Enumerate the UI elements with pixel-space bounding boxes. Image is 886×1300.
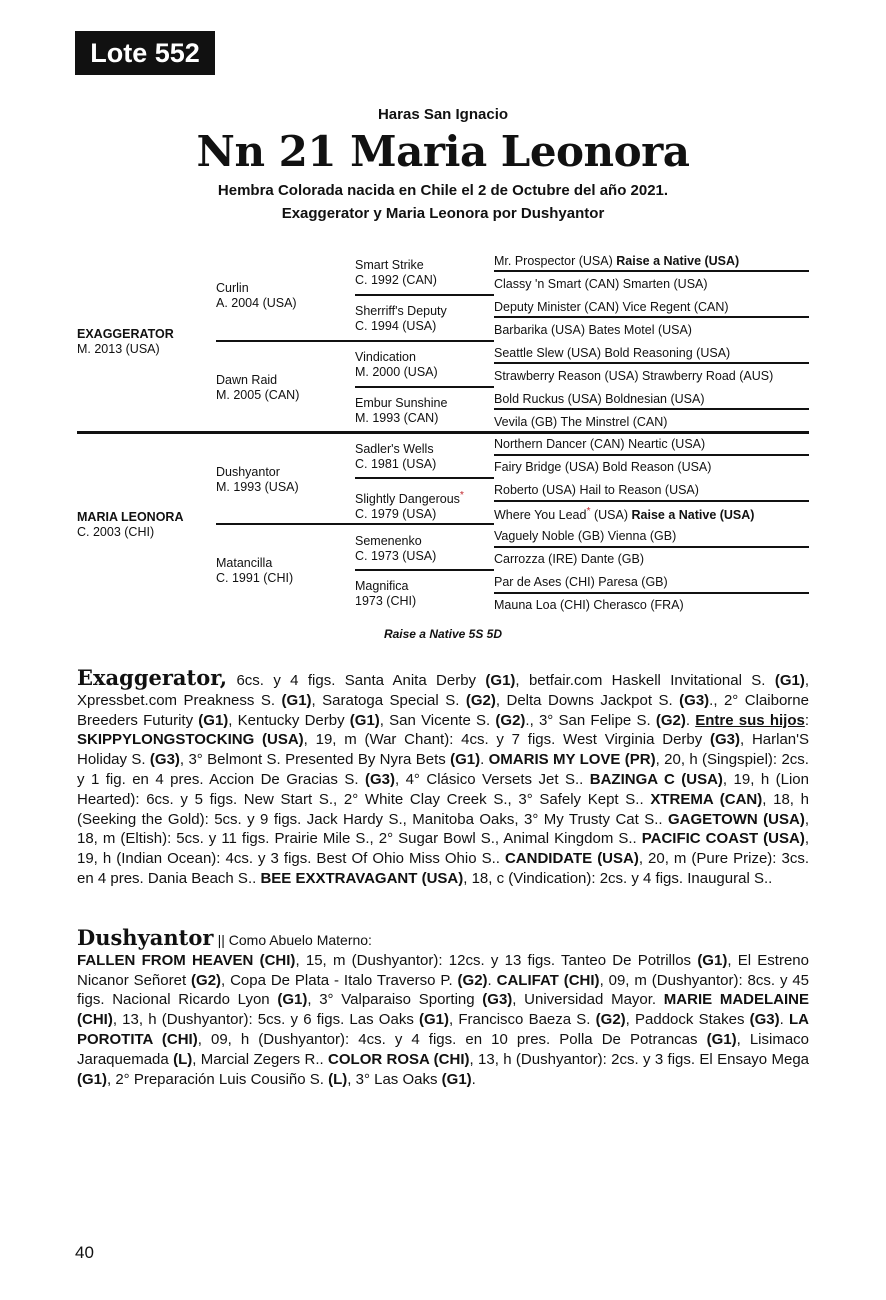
pedigree-line: [494, 454, 809, 456]
pedigree-gen2-3: [216, 465, 299, 495]
pedigree-line: [494, 270, 809, 272]
pedigree-divider: [77, 431, 809, 434]
breeder-name: Haras San Ignacio: [377, 106, 509, 123]
gen3-info: C. 1992 (CAN): [355, 273, 437, 287]
gen4-row: Bold Ruckus (USA) Boldnesian (USA): [494, 392, 705, 406]
gen2-name: Dushyantor: [216, 465, 280, 479]
gen4-row: Barbarika (USA) Bates Motel (USA): [494, 323, 692, 337]
gen4-row: Classy 'n Smart (CAN) Smarten (USA): [494, 277, 708, 291]
gen4-row: Where You Lead* (USA) Raise a Native (USA): [494, 506, 755, 523]
pedigree-sire: [77, 327, 174, 357]
gen3-name: Slightly Dangerous*: [355, 490, 464, 507]
dam-name: MARIA LEONORA: [77, 510, 184, 524]
star-mark: *: [459, 490, 464, 501]
dam-sire-paragraph: Dushyantor || Como Abuelo Materno: FALLEN FROM HEAVEN (CHI), 15, m (Dushyantor): 12cs. y 13 figs. Tanteo De Potrillos (G1), El Estreno Nicanor Señoret (G2), Copa De Plata - Italo Traverso P. (G2). CALIFAT (CHI), 09, m (Dushyantor): 8cs. y 45 figs. Nacional Ricardo Lyon (G1), 3° Valparaiso Sporting (G3), Universidad Mayor. MARIE MADELAINE (CHI), 13, h (Dushyantor): 5cs. y 6 figs. Las Oaks (G1), Francisco Baeza S. (G2), Paddock Stakes (G3). LA POROTITA (CHI), 09, h (Dushyantor): 4cs. y 4 figs. en 10 pres. Polla De Potrancas (G1), Lisimaco Jaraquemada (L), Marcial Zegers R.. COLOR ROSA (CHI), 13, h (Dushyantor): 2cs. y 3 figs. El Ensayo Mega (G1), 2° Preparación Luis Cousiño S. (L), 3° Las Oaks (G1).: [77, 925, 810, 1088]
pedigree-line: [355, 294, 494, 296]
gen3-info: C. 1979 (USA): [355, 507, 437, 522]
gen4-row: Vaguely Noble (GB) Vienna (GB): [494, 529, 677, 543]
pedigree-line: [494, 546, 809, 548]
sire-name: EXAGGERATOR: [77, 327, 174, 341]
pedigree-gen3-3: [355, 350, 438, 380]
gen2-info: M. 1993 (USA): [216, 480, 299, 494]
gen3-info: C. 1994 (USA): [355, 319, 437, 333]
gen3-name: Vindication: [355, 350, 416, 364]
gen4-row: Fairy Bridge (USA) Bold Reason (USA): [494, 460, 712, 474]
pedigree-gen3-4: [355, 396, 447, 426]
pedigree-gen3-1: [355, 258, 437, 288]
pedigree-gen2-1: [216, 281, 297, 311]
gen4-row: Roberto (USA) Hail to Reason (USA): [494, 483, 699, 497]
sire-info: M. 2013 (USA): [77, 342, 160, 356]
gen4-row: Deputy Minister (CAN) Vice Regent (CAN): [494, 300, 729, 314]
gen2-name: Curlin: [216, 281, 249, 295]
gen2-info: C. 1991 (CHI): [216, 571, 294, 585]
gen3-info: C. 1973 (USA): [355, 549, 437, 563]
pedigree-gen3-7: [355, 534, 436, 564]
gen3-info: 1973 (CHI): [355, 594, 417, 608]
gen2-info: M. 2005 (CAN): [216, 388, 300, 402]
lot-label: Lote 552: [75, 31, 215, 75]
gen4-row: Mr. Prospector (USA) Raise a Native (USA): [494, 254, 740, 268]
pedigree-line: [216, 523, 494, 525]
gen3-name: Embur Sunshine: [355, 396, 448, 410]
horse-name: Nn 21 Maria Leonora: [196, 127, 690, 176]
dam-info: C. 2003 (CHI): [77, 525, 155, 539]
description-line-1: Hembra Colorada nacida en Chile el 2 de Octubre del año 2021.: [217, 182, 669, 199]
gen3-info: M. 1993 (CAN): [355, 411, 439, 425]
pedigree-line: [216, 340, 494, 342]
gen4-row: Northern Dancer (CAN) Neartic (USA): [494, 437, 706, 451]
sire-section-name: Exaggerator,: [77, 665, 228, 690]
gen3-name: Sherriff's Deputy: [355, 304, 447, 318]
gen2-info: A. 2004 (USA): [216, 296, 297, 310]
pedigree-line: [494, 316, 809, 318]
inbreeding-note: Raise a Native 5S 5D: [383, 627, 503, 641]
dam-sire-section-name: Dushyantor: [77, 925, 214, 950]
pedigree-line: [355, 569, 494, 571]
gen4-row: Par de Ases (CHI) Paresa (GB): [494, 575, 668, 589]
pedigree-gen3-6: [355, 488, 464, 522]
gen2-name: Matancilla: [216, 556, 273, 570]
gen3-info: C. 1981 (USA): [355, 457, 437, 471]
pedigree-line: [494, 500, 809, 502]
pedigree-line: [355, 477, 494, 479]
dam-sire-suffix: || Como Abuelo Materno:: [217, 932, 372, 948]
page-number: 40: [75, 1243, 94, 1262]
pedigree-gen2-4: [216, 556, 293, 586]
gen3-name: Smart Strike: [355, 258, 424, 272]
gen4-row: Strawberry Reason (USA) Strawberry Road (AUS): [494, 369, 774, 383]
gen3-name: Semenenko: [355, 534, 422, 548]
pedigree-line: [494, 362, 809, 364]
gen4-row: Vevila (GB) The Minstrel (CAN): [494, 415, 668, 429]
gen3-info: M. 2000 (USA): [355, 365, 438, 379]
pedigree-dam: [77, 510, 183, 540]
gen4-row: Carrozza (IRE) Dante (GB): [494, 552, 645, 566]
gen4-row: Seattle Slew (USA) Bold Reasoning (USA): [494, 346, 731, 360]
pedigree-gen3-2: [355, 304, 447, 334]
description-line-2: Exaggerator y Maria Leonora por Dushyantor: [281, 205, 605, 222]
pedigree-gen3-8: [355, 579, 416, 609]
gen2-name: Dawn Raid: [216, 373, 278, 387]
pedigree-line: [494, 592, 809, 594]
pedigree-line: [494, 408, 809, 410]
pedigree-gen3-5: [355, 442, 436, 472]
gen3-name: Sadler's Wells: [355, 442, 434, 456]
gen3-name: Magnifica: [355, 579, 409, 593]
offspring-label: Entre sus hijos: [695, 711, 805, 729]
sire-paragraph: Exaggerator, 6cs. y 4 figs. Santa Anita Derby (G1), betfair.com Haskell Invitational S. (G1), Xpressbet.com Preakness S. (G1), Saratoga Special S. (G2), Delta Downs Jackpot S. (G3)., 2° Claiborne Breeders Futurity (G1), Kentucky Derby (G1), San Vicente S. (G2)., 3° San Felipe S. (G2). Entre sus hijos: SKIPPYLONGSTOCKING (USA), 19, m (War Chant): 4cs. y 7 figs. West Virginia Derby (G3), Harlan'S Holiday S. (G3), 3° Belmont S. Presented By Nyra Bets (G1). OMARIS MY LOVE (PR), 20, h (Singspiel): 2cs. y 1 fig. en 4 pres. Accion De Gracias S. (G3), 4° Clásico Versets Jet S.. BAZINGA C (USA), 19, h (Lion Hearted): 6cs. y 5 figs. New Start S., 2° White Clay Creek S., 3° Safely Kept S.. XTREMA (CAN), 18, h (Seeking the Gold): 5cs. y 9 figs. Jack Hardy S., Manitoba Oaks, 3° My Trusty Cat S.. GAGETOWN (USA), 18, m (Eltish): 5cs. y 11 figs. Prairie Mile S., 2° Sugar Bowl S., Animal Kingdom S.. PACIFIC COAST (USA), 19, h (Indian Ocean): 4cs. y 3 figs. Best Of Ohio Miss Ohio S.. CANDIDATE (USA), 20, m (Pure Prize): 3cs. en 4 pres. Dania Beach S.. BEE EXXTRAVAGANT (USA), 18, c (Vindication): 2cs. y 4 figs. Inaugural S..: [77, 665, 810, 887]
gen4-row: Mauna Loa (CHI) Cherasco (FRA): [494, 598, 684, 612]
pedigree-gen2-2: [216, 373, 299, 403]
pedigree-line: [355, 386, 494, 388]
